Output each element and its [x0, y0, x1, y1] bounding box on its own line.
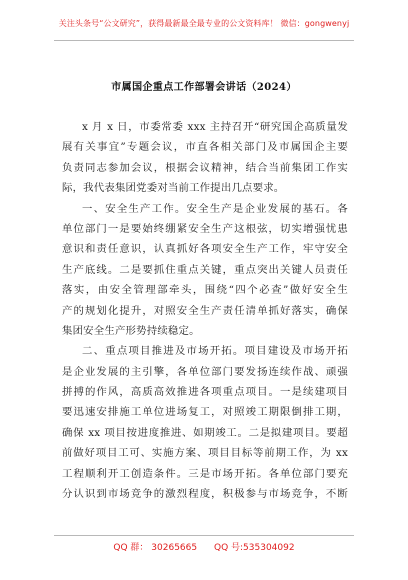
body-line: 二、重点项目推进及市场开拓。项目建设及市场开拓 — [82, 345, 348, 358]
document-title: 市属国企重点工作部署会讲话（2024） — [111, 82, 297, 93]
body-line: 工程顺利开工创造条件。三是市场开拓。各单位部门要充 — [62, 467, 348, 480]
top-banner-text: 关注头条号“公文研究”，获得最新最全最专业的公文资料库！ 微信：gongwenyj — [58, 19, 350, 28]
body-line: 负责同志参加会议，根据会议精神，结合当前集团工作实 — [62, 161, 348, 174]
body-line: 是企业发展的主引擎，各单位部门要发扬连续作战、顽强 — [62, 365, 348, 378]
body-line: 分认识到市场竞争的激烈程度，积极参与市场竞争，不断 — [62, 488, 348, 501]
body-line: 单位部门一是要始终绷紧安全生产这根弦，切实增强忧患 — [62, 222, 348, 235]
body-line: 一、安全生产工作。安全生产是企业发展的基石。各 — [82, 202, 348, 215]
body-line: 际，我代表集团党委对当前工作提出几点要求。 — [62, 182, 285, 195]
body-line: 确保 xx 项目按进度推进、如期竣工。二是拟建项目。要超 — [62, 426, 348, 439]
body-line: 集团安全生产形势持续稳定。 — [62, 324, 200, 337]
body-line: 拼搏的作风，高质高效推进各项重点项目。一是续建项目 — [62, 386, 348, 399]
body-line: x 月 x 日，市委常委 xxx 主持召开“研究国企高质量发 — [82, 121, 348, 133]
footer-qq-group: QQ 群： 30265665 — [113, 543, 198, 553]
body-line: 展有关事宜”专题会议，市直各相关部门及市属国企主要 — [62, 141, 348, 154]
footer-contact — [0, 540, 408, 553]
footer-divider — [54, 535, 354, 536]
header-divider — [54, 40, 354, 41]
footer-qq-number: QQ 号:535304092 — [213, 543, 295, 553]
body-line: 生产底线。二是要抓住重点关键，重点突出关键人员责任 — [62, 263, 348, 276]
body-line: 落实，由安全管理部牵头，围绕“四个必查”做好安全生 — [62, 284, 348, 297]
body-line: 前做好项目工可、实施方案、项目目标等前期工作，为 xx — [62, 447, 348, 460]
body-line: 意识和责任意识，认真抓好各项安全生产工作，牢守安全 — [62, 243, 348, 256]
body-line: 产的规划化提升，对照安全生产责任清单抓好落实，确保 — [62, 304, 348, 317]
document-body — [62, 117, 348, 504]
body-line: 要迅速安排施工单位进场复工，对照竣工期限倒排工期， — [62, 406, 348, 419]
